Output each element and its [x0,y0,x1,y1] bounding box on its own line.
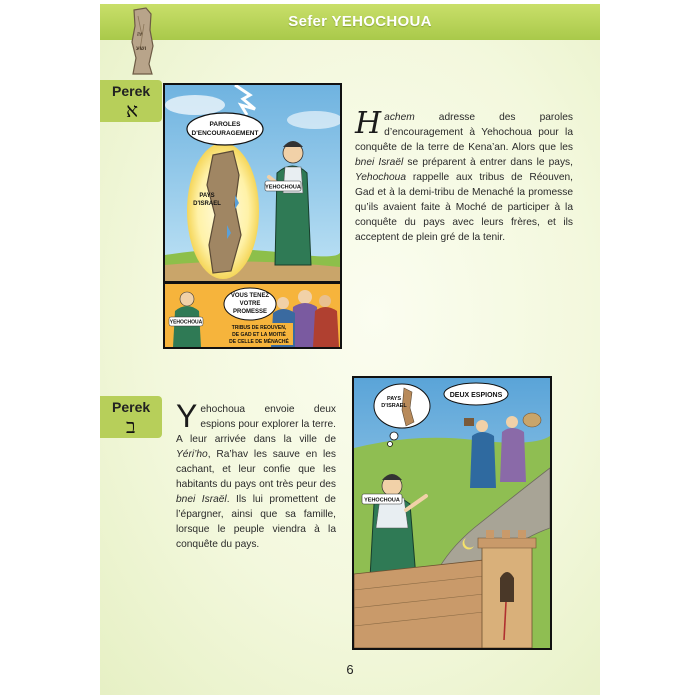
text-emphasis: Yéri’ho [176,449,208,460]
bubble-encouragement-line-2: D'ENCOURAGEMENT [191,130,259,137]
tribes-line-2: DE GAD ET LA MOITIÉ [232,332,286,338]
text-emphasis: bnei Israël [176,494,227,505]
figure-label-yehochoua: YEHOCHOUA [265,184,301,191]
promise-line-3: PROMESSE [232,309,268,315]
section-1-text [355,106,573,245]
figure-label-yehochoua-2: YEHOCHOUA [169,319,203,326]
promise-line-1: VOUS TENEZ [230,293,270,299]
text-lead: achem [384,112,415,123]
perek-tab-1 [100,80,162,122]
section-2-text [176,398,336,552]
text-emphasis: bnei Israël [355,157,404,168]
thought-land-line-2: D'ISRAEL [381,403,407,409]
bubble-encouragement-line-1: PAROLES [209,121,241,128]
svg-text:ושע: ושע [136,46,147,52]
tribes-line-3: DE CELLE DE MÉNACHÉ [229,339,289,345]
thought-land-line-1: PAYS [386,396,402,402]
comic-illustration-2 [354,378,550,648]
perek-tab-2 [100,396,162,438]
svg-text:יה: יה [137,32,143,38]
spies-caption: DEUX ESPIONS [449,392,503,399]
land-label-line-1: PAYS [199,193,215,199]
perek-letter: א [126,98,139,122]
page-number: 6 [346,662,354,677]
perek-label: Perek [112,399,151,415]
text-segment: rappelle aux tribus de Réouven, Gad et à la demi-tribu de Menaché la promesse qu’ils avaient faite à Moché de participer à la conquête du pays avec leurs frères, et ils acceptent de plein gré de la tenir. [355,172,573,243]
comic-illustration-1 [165,85,340,347]
comic-panel-1 [163,83,342,349]
promise-line-2: VOTRE [239,301,261,307]
figure-label-yehochoua-3: YEHOCHOUA [364,497,400,504]
land-label-line-2: D'ISRAEL [193,201,221,207]
text-segment: se préparent à entrer dans le pays, [403,157,573,168]
text-segment: . Ils lui promettent de l’épargner, ainsi que sa famille, lorsque le peuple viendra à la conquête du pays. [176,494,336,550]
perek-letter: ב [126,414,136,438]
book-title: Sefer YEHOCHOUA [288,13,432,30]
text-emphasis: Yehochoua [355,172,406,183]
dropcap-y: Y [176,398,198,434]
stone-tablet-logo [128,6,156,76]
text-segment: , Ra’hav les sauve en les cachant, et leur confie que les habitants du pays ont très peur des [176,449,336,490]
text-segment: adresse des paroles d’encouragement à Yehochoua pour la conquête de la terre de Kena’an. Alors que les [355,112,573,153]
text-segment: ehochoua envoie deux espions pour explorer la terre. A leur arrivée dans la ville de [176,404,336,445]
dropcap-h: H [355,106,382,141]
comic-panel-2 [352,376,552,650]
tribes-line-1: TRIBUS DE REOUVEN, [231,325,287,331]
perek-label: Perek [112,83,151,99]
